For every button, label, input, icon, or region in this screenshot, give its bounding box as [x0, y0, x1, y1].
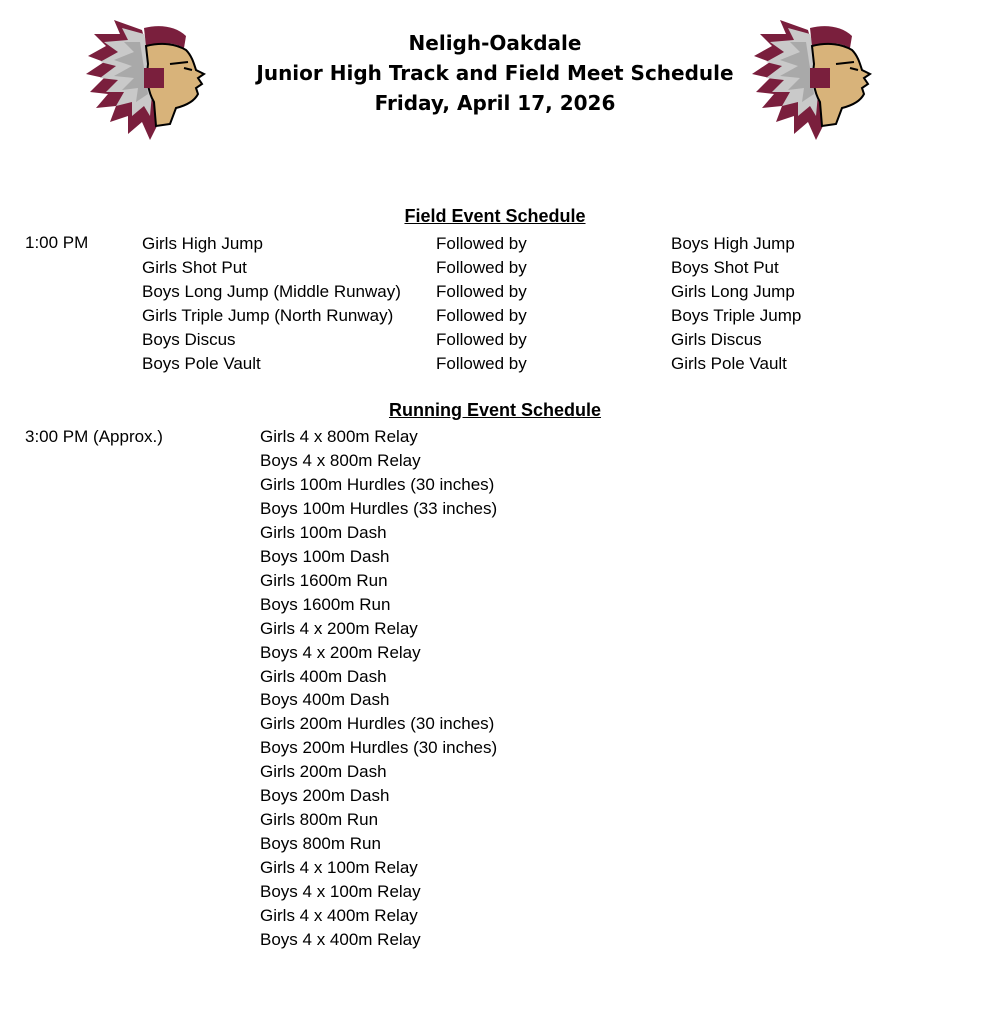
running-event-item: Girls 4 x 800m Relay [260, 427, 418, 446]
field-event-first: Girls Shot Put [142, 258, 247, 277]
running-event-item: Girls 200m Hurdles (30 inches) [260, 714, 495, 734]
running-event-item: Boys 100m Dash [260, 546, 390, 566]
field-event-row [0, 328, 990, 352]
field-event-connector: Followed by [436, 306, 527, 325]
running-event-item: Boys 4 x 400m Relay [260, 930, 421, 950]
running-event-item: Girls 100m Hurdles (30 inches) [260, 474, 495, 494]
running-event-item: Boys 400m Dash [260, 690, 390, 710]
running-event-item: Boys 200m Dash [260, 786, 390, 806]
running-event-item: Girls 100m Dash [260, 522, 387, 542]
running-event-item: Girls 4 x 100m Relay [260, 858, 418, 878]
school-name: Neligh-Oakdale [408, 31, 582, 55]
field-event-second: Girls Pole Vault [671, 354, 787, 373]
running-event-item: Girls 200m Dash [260, 762, 387, 782]
running-event-item: Girls 4 x 400m Relay [260, 906, 418, 926]
field-event-second: Boys Triple Jump [671, 306, 802, 325]
running-event-item: Boys 4 x 800m Relay [260, 450, 421, 470]
running-event-heading: Running Event Schedule [388, 400, 602, 420]
running-event-item: Boys 100m Hurdles (33 inches) [260, 498, 498, 518]
field-event-first: Girls High Jump [142, 234, 263, 253]
field-event-second: Girls Discus [671, 330, 762, 349]
running-event-item: Boys 1600m Run [260, 594, 391, 614]
field-event-connector: Followed by [436, 282, 527, 301]
field-event-second: Girls Long Jump [671, 282, 795, 301]
running-event-item: Girls 400m Dash [260, 666, 387, 686]
field-event-heading: Field Event Schedule [404, 206, 586, 226]
running-event-item: Boys 800m Run [260, 834, 381, 854]
running-event-item: Boys 4 x 100m Relay [260, 882, 421, 902]
field-event-row [0, 232, 990, 256]
field-event-row [0, 304, 990, 328]
meet-date: Friday, April 17, 2026 [374, 91, 616, 115]
field-event-row [0, 280, 990, 304]
running-event-list [260, 425, 497, 952]
running-event-item: Girls 1600m Run [260, 570, 388, 590]
running-event-item: Boys 4 x 200m Relay [260, 642, 421, 662]
field-event-row [0, 352, 990, 376]
field-event-first: Girls Triple Jump (North Runway) [142, 306, 394, 325]
field-event-time: 1:00 PM [25, 233, 89, 252]
field-event-connector: Followed by [436, 330, 527, 349]
field-event-table [0, 232, 990, 376]
field-event-second: Boys Shot Put [671, 258, 779, 277]
field-event-second: Boys High Jump [671, 234, 795, 253]
page-title: Junior High Track and Field Meet Schedule [256, 61, 734, 85]
field-event-connector: Followed by [436, 258, 527, 277]
running-event-item: Girls 4 x 200m Relay [260, 618, 418, 638]
running-event-time: 3:00 PM (Approx.) [25, 427, 163, 446]
field-event-first: Boys Long Jump (Middle Runway) [142, 282, 401, 301]
running-event-item: Boys 200m Hurdles (30 inches) [260, 738, 498, 758]
page-header [0, 28, 990, 118]
field-event-connector: Followed by [436, 354, 527, 373]
field-event-row [0, 256, 990, 280]
field-event-connector: Followed by [436, 234, 527, 253]
field-event-first: Boys Pole Vault [142, 354, 261, 373]
field-event-first: Boys Discus [142, 330, 236, 349]
running-event-item: Girls 800m Run [260, 810, 379, 830]
